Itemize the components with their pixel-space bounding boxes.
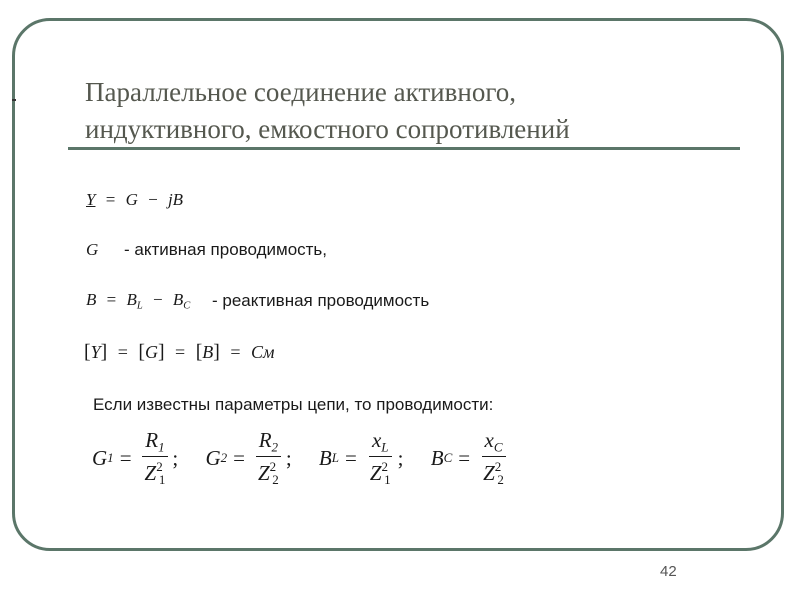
formula-g2: G 2 = $\frac{R_2}{Z^2_2}$ ; xyxy=(205,428,292,488)
intro-text: Если известны параметры цепи, то проводимости: xyxy=(93,395,494,414)
page-number: 42 xyxy=(660,563,677,580)
formula-bc: B C = $\frac{x_C}{Z^2_2}$ xyxy=(430,428,504,488)
reactive-formula: $B = B_L - B_C$ xyxy=(86,290,191,312)
conductance-formulas xyxy=(92,430,533,486)
formula-g1: G 1 = $\frac{R_1}{Z^2_1}$ ; xyxy=(92,428,179,488)
g-description: - активная проводимость, xyxy=(124,240,328,259)
unit-siemens: См xyxy=(251,342,275,362)
admittance-symbol: Y xyxy=(86,190,96,209)
title-line-1: Параллельное соединение активного, xyxy=(85,77,516,107)
bullet-marker xyxy=(12,99,16,101)
title-line-2: индуктивного, емкостного сопротивлений xyxy=(85,114,570,144)
b-description: - реактивная проводимость xyxy=(212,291,430,310)
title-underline xyxy=(68,147,740,150)
units-formula: [Y] = [G] = [B] = См xyxy=(84,341,275,363)
admittance-formula: Y = G − jB xyxy=(86,190,184,209)
formula-bl: B L = $\frac{x_L}{Z^2_1}$ ; xyxy=(318,428,404,488)
g-symbol: G xyxy=(86,240,99,259)
slide-title xyxy=(85,74,725,148)
